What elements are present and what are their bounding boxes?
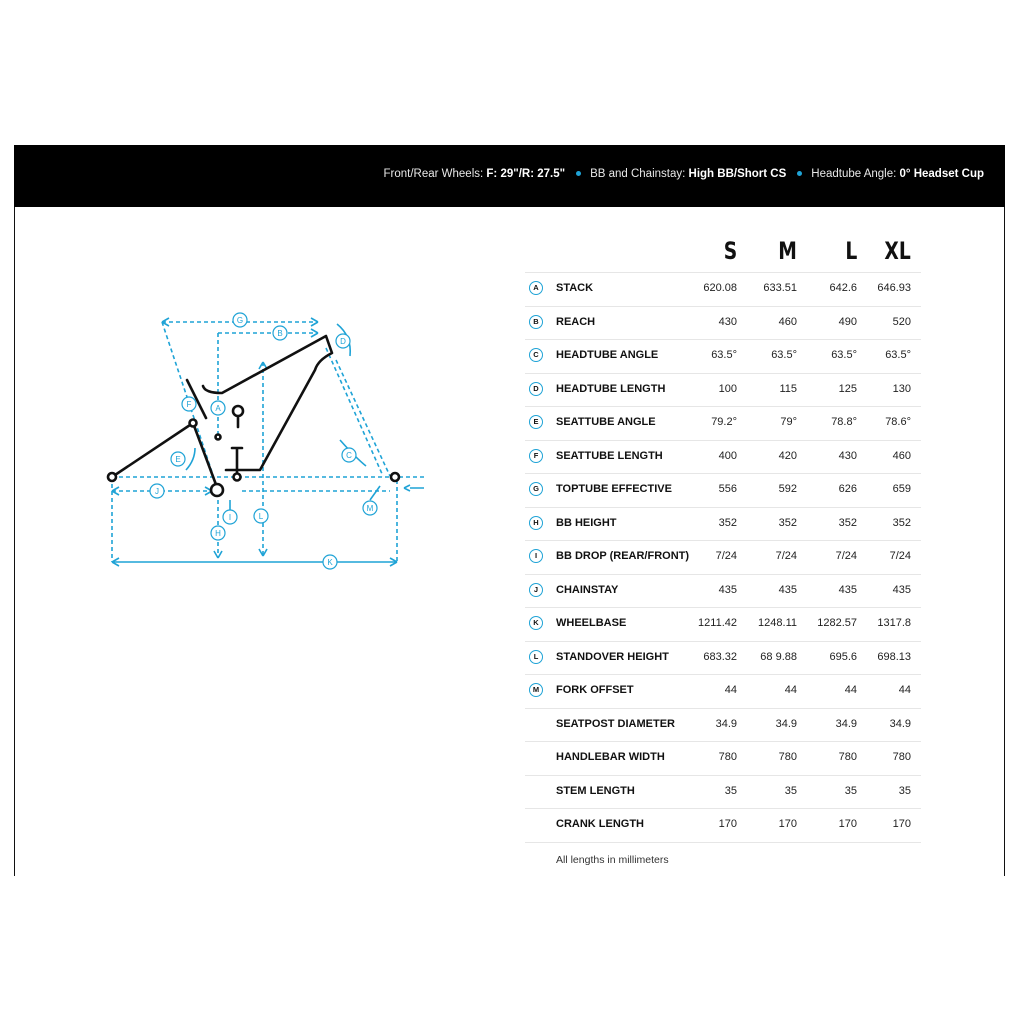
- value-l: 430: [838, 449, 857, 462]
- table-row: [525, 708, 921, 742]
- value-xl: 780: [892, 751, 911, 763]
- label-D: D: [340, 337, 346, 346]
- frame-chainstay: [112, 423, 193, 477]
- label-H-badge: [211, 526, 225, 540]
- headtube-value: 0° Headset Cup: [899, 168, 984, 180]
- label-K: K: [327, 558, 333, 567]
- label-J-badge: [150, 484, 164, 498]
- value-l: 44: [844, 684, 857, 696]
- measurement-name: STACK: [556, 282, 594, 294]
- bb-label: BB and Chainstay:: [590, 168, 689, 180]
- label-F: F: [186, 400, 192, 409]
- value-m: 1248.11: [758, 617, 797, 629]
- dim-M-arc: [370, 486, 380, 500]
- value-s: 100: [718, 382, 737, 395]
- table-row: [525, 406, 921, 440]
- label-K-badge: [323, 555, 337, 569]
- measurement-name: CRANK LENGTH: [556, 818, 644, 830]
- dim-E-arc: [186, 448, 195, 470]
- table-row: [525, 741, 921, 775]
- table-row: [525, 339, 921, 373]
- table-row: [525, 540, 921, 574]
- value-s: 780: [718, 751, 737, 763]
- value-s: 556: [718, 483, 737, 495]
- shock-mount: [234, 474, 241, 481]
- value-m: 435: [778, 583, 797, 596]
- value-xl: 78.6°: [885, 416, 911, 428]
- label-M: M: [366, 504, 374, 513]
- label-E-badge: [171, 452, 185, 466]
- value-s: 1211.42: [698, 617, 737, 629]
- measurement-name: TOPTUBE EFFECTIVE: [556, 483, 672, 495]
- value-s: 34.9: [715, 717, 737, 730]
- measurement-badge: B: [529, 315, 543, 329]
- value-l: 170: [838, 818, 857, 830]
- rear-axle: [108, 473, 116, 481]
- shock-lower: [232, 448, 242, 472]
- measurement-name: BB DROP (REAR/FRONT): [556, 550, 690, 562]
- value-l: 626: [838, 483, 857, 495]
- measurement-name: STEM LENGTH: [556, 784, 635, 797]
- dim-M-arrow: [404, 485, 424, 491]
- measurement-badge: I: [529, 549, 543, 563]
- value-m: 115: [779, 382, 797, 395]
- measurement-name: FORK OFFSET: [556, 684, 634, 696]
- value-l: 780: [838, 751, 857, 763]
- measurement-badge: G: [529, 482, 543, 496]
- table-row: [525, 641, 921, 675]
- label-B-badge: [273, 326, 287, 340]
- measurement-name: HEADTUBE ANGLE: [556, 349, 659, 361]
- table-row: [525, 607, 921, 641]
- value-m: 63.5°: [771, 349, 797, 361]
- value-xl: 698.13: [877, 650, 911, 663]
- size-header-l: L: [845, 237, 857, 265]
- value-l: 125: [838, 382, 857, 395]
- value-m: 44: [784, 684, 797, 696]
- measurement-badge: E: [529, 415, 543, 429]
- label-E: E: [175, 455, 181, 464]
- value-s: 683.32: [703, 650, 737, 663]
- table-row: [525, 507, 921, 541]
- headtube-label: Headtube Angle:: [811, 168, 900, 180]
- measurement-badge: H: [529, 516, 543, 530]
- measurement-name: SEATTUBE ANGLE: [556, 416, 656, 428]
- value-xl: 460: [892, 449, 911, 462]
- measurement-badge: K: [529, 616, 543, 630]
- value-xl: 35: [898, 784, 911, 797]
- value-xl: 646.93: [877, 282, 911, 294]
- measurement-badge: C: [529, 348, 543, 362]
- value-s: 63.5°: [711, 349, 737, 361]
- measurement-badge: D: [529, 382, 543, 396]
- measurement-badge: A: [529, 281, 543, 295]
- label-B: B: [277, 329, 283, 338]
- value-m: 352: [778, 516, 797, 529]
- geometry-table: [525, 232, 921, 876]
- wheels-value: F: 29"/R: 27.5": [486, 168, 566, 180]
- value-s: 170: [718, 818, 737, 830]
- seat-pivot: [216, 435, 221, 440]
- measurement-name: HEADTUBE LENGTH: [556, 382, 666, 395]
- value-m: 420: [778, 449, 797, 462]
- value-xl: 7/24: [889, 550, 911, 562]
- measurement-name: CHAINSTAY: [556, 583, 619, 596]
- label-F-badge: [182, 397, 196, 411]
- frame-seattube: [193, 423, 218, 490]
- label-L: L: [258, 512, 264, 521]
- value-s: 430: [718, 315, 737, 328]
- size-header-row: [525, 232, 921, 272]
- label-M-badge: [363, 501, 377, 515]
- bb-value: High BB/Short CS: [688, 168, 787, 180]
- value-l: 490: [838, 315, 857, 328]
- value-xl: 435: [892, 583, 911, 596]
- value-l: 78.8°: [831, 416, 857, 428]
- value-m: 79°: [780, 416, 797, 428]
- label-I: I: [228, 513, 232, 522]
- table-row: [525, 306, 921, 340]
- value-l: 35: [844, 784, 857, 797]
- value-l: 63.5°: [831, 349, 857, 361]
- value-s: 7/24: [715, 550, 737, 562]
- label-A-badge: [211, 401, 225, 415]
- value-m: 592: [778, 483, 797, 495]
- value-m: 633.51: [763, 282, 797, 294]
- label-J: J: [155, 487, 159, 496]
- value-l: 1282.57: [817, 617, 857, 629]
- size-header-m: M: [778, 237, 797, 265]
- value-l: 7/24: [835, 550, 857, 562]
- value-m: 170: [778, 818, 797, 830]
- measurement-badge: F: [529, 449, 543, 463]
- table-body: [525, 272, 921, 842]
- wheels-label: Front/Rear Wheels:: [383, 168, 487, 180]
- value-m: 68 9.88: [760, 650, 797, 663]
- label-A: A: [215, 404, 221, 413]
- table-row: [525, 574, 921, 608]
- measurement-name: SEATPOST DIAMETER: [556, 717, 675, 730]
- value-m: 35: [784, 784, 797, 797]
- value-xl: 352: [892, 516, 911, 529]
- pivot-point: [190, 420, 197, 427]
- size-header-s: S: [723, 237, 737, 265]
- label-C-badge: [342, 448, 356, 462]
- table-row: [525, 674, 921, 708]
- front-axle: [391, 473, 399, 481]
- value-m: 780: [778, 751, 797, 763]
- value-s: 620.08: [703, 282, 737, 294]
- measurement-badge: J: [529, 583, 543, 597]
- measurement-badge: M: [529, 683, 543, 697]
- value-xl: 44: [898, 684, 911, 696]
- value-m: 460: [778, 315, 797, 328]
- measurement-badge: L: [529, 650, 543, 664]
- measurement-name: SEATTUBE LENGTH: [556, 449, 663, 462]
- table-row: [525, 440, 921, 474]
- value-m: 7/24: [775, 550, 797, 562]
- bottom-bracket: [211, 484, 223, 496]
- value-s: 79.2°: [711, 416, 737, 428]
- table-row: [525, 473, 921, 507]
- label-L-badge: [254, 509, 268, 523]
- value-xl: 659: [892, 483, 911, 495]
- table-row: [525, 808, 921, 842]
- value-s: 35: [724, 784, 737, 797]
- shock-upper: [233, 406, 243, 427]
- label-G-badge: [233, 313, 247, 327]
- value-xl: 130: [892, 382, 911, 395]
- measurement-name: BB HEIGHT: [556, 516, 617, 529]
- label-G: G: [236, 316, 244, 325]
- table-row: [525, 272, 921, 306]
- measurement-name: WHEELBASE: [556, 617, 627, 629]
- value-s: 352: [718, 516, 737, 529]
- label-I-badge: [223, 510, 237, 524]
- measurement-name: REACH: [556, 315, 596, 328]
- value-l: 695.6: [829, 650, 857, 663]
- measurement-name: HANDLEBAR WIDTH: [556, 751, 665, 763]
- measurement-name: STANDOVER HEIGHT: [556, 650, 669, 663]
- label-H: H: [215, 529, 221, 538]
- value-xl: 520: [892, 315, 911, 328]
- label-D-badge: [336, 334, 350, 348]
- value-l: 34.9: [835, 717, 857, 730]
- value-l: 435: [838, 583, 857, 596]
- value-xl: 1317.8: [877, 617, 911, 629]
- value-xl: 170: [892, 818, 911, 830]
- size-header-xl: XL: [884, 237, 911, 265]
- footnote-text: All lengths in millimeters: [556, 853, 669, 866]
- value-s: 400: [718, 449, 737, 462]
- footnote: [525, 842, 921, 876]
- label-C: C: [346, 451, 352, 460]
- value-xl: 63.5°: [885, 349, 911, 361]
- table-row: [525, 373, 921, 407]
- value-l: 352: [838, 516, 857, 529]
- value-s: 435: [718, 583, 737, 596]
- table-row: [525, 775, 921, 809]
- value-l: 642.6: [829, 282, 857, 294]
- value-xl: 34.9: [889, 717, 911, 730]
- value-s: 44: [724, 684, 737, 696]
- value-m: 34.9: [775, 717, 797, 730]
